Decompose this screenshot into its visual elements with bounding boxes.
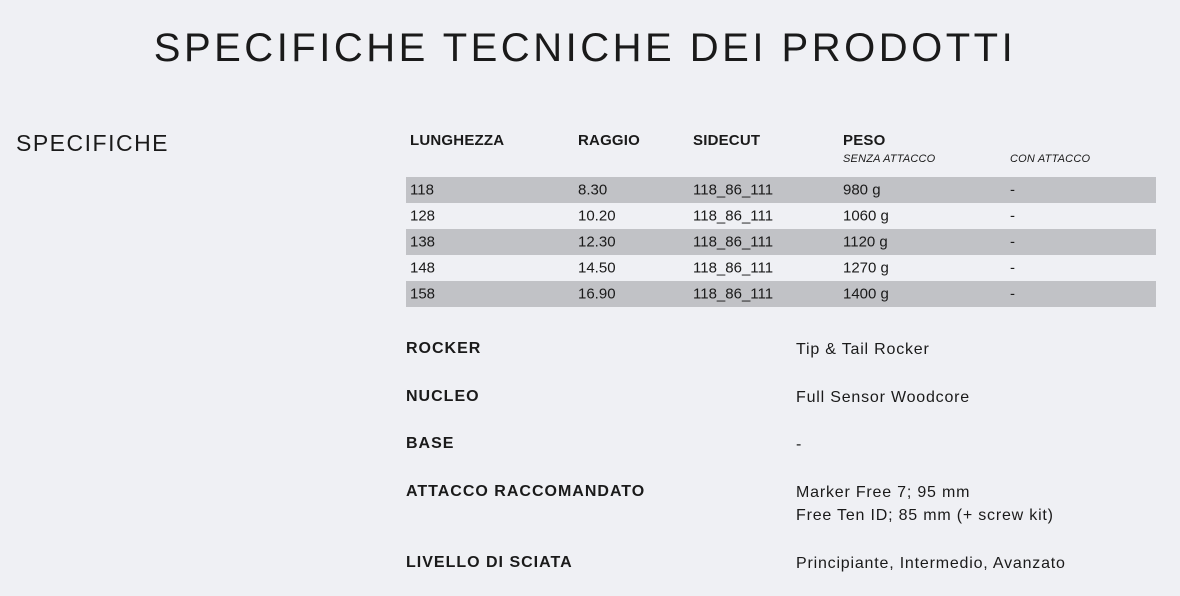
property-value (796, 552, 1066, 575)
cell-peso-con: - (1010, 207, 1015, 225)
cell-lunghezza: 148 (410, 259, 436, 277)
property-value (796, 338, 930, 361)
cell-raggio: 14.50 (578, 259, 616, 277)
cell-peso-senza: 1120 g (843, 233, 888, 251)
header-peso-senza-attacco: SENZA ATTACCO (843, 153, 936, 165)
cell-peso-con: - (1010, 259, 1015, 277)
cell-sidecut: 118_86_111 (693, 285, 774, 303)
property-value-line: Free Ten ID; 85 mm (+ screw kit) (796, 507, 1054, 524)
table-row (406, 177, 1156, 203)
cell-lunghezza: 128 (410, 207, 436, 225)
specs-table-header (406, 132, 1156, 177)
property-value-line: - (796, 436, 803, 453)
cell-sidecut: 118_86_111 (693, 233, 774, 251)
property-label: ROCKER (406, 340, 482, 357)
header-lunghezza: LUNGHEZZA (410, 132, 505, 149)
cell-lunghezza: 118 (410, 181, 434, 199)
cell-peso-senza: 1060 g (843, 207, 889, 225)
property-label: ATTACCO RACCOMANDATO (406, 483, 646, 500)
table-row (406, 203, 1156, 229)
section-label: SPECIFICHE (16, 130, 170, 156)
table-row (406, 255, 1156, 281)
cell-peso-senza: 1270 g (843, 259, 889, 277)
property-value-line: Tip & Tail Rocker (796, 341, 930, 358)
cell-peso-senza: 980 g (843, 181, 881, 199)
cell-peso-con: - (1010, 233, 1015, 251)
property-value (796, 481, 1054, 527)
header-raggio: RAGGIO (578, 132, 641, 149)
cell-lunghezza: 138 (410, 233, 436, 251)
property-value-line: Marker Free 7; 95 mm (796, 484, 971, 501)
specs-table (406, 132, 1156, 307)
cell-sidecut: 118_86_111 (693, 181, 774, 199)
property-value-line: Principiante, Intermedio, Avanzato (796, 555, 1066, 572)
cell-raggio: 8.30 (578, 181, 608, 199)
header-sidecut: SIDECUT (693, 132, 761, 149)
page-title: SPECIFICHE TECNICHE DEI PRODOTTI (153, 26, 1017, 70)
table-row (406, 281, 1156, 307)
table-row (406, 229, 1156, 255)
cell-peso-senza: 1400 g (843, 285, 889, 303)
cell-peso-con: - (1010, 285, 1015, 303)
cell-peso-con: - (1010, 181, 1015, 199)
cell-lunghezza: 158 (410, 285, 436, 303)
cell-sidecut: 118_86_111 (693, 259, 774, 277)
property-value (796, 433, 802, 456)
property-value-line: Full Sensor Woodcore (796, 389, 970, 406)
cell-raggio: 12.30 (578, 233, 616, 251)
property-label: BASE (406, 435, 455, 452)
cell-raggio: 16.90 (578, 285, 616, 303)
cell-raggio: 10.20 (578, 207, 616, 225)
header-peso-con-attacco: CON ATTACCO (1010, 153, 1091, 165)
header-peso: PESO (843, 132, 886, 149)
property-label: NUCLEO (406, 388, 480, 405)
property-value (796, 386, 970, 409)
cell-sidecut: 118_86_111 (693, 207, 774, 225)
property-label: LIVELLO DI SCIATA (406, 554, 573, 571)
